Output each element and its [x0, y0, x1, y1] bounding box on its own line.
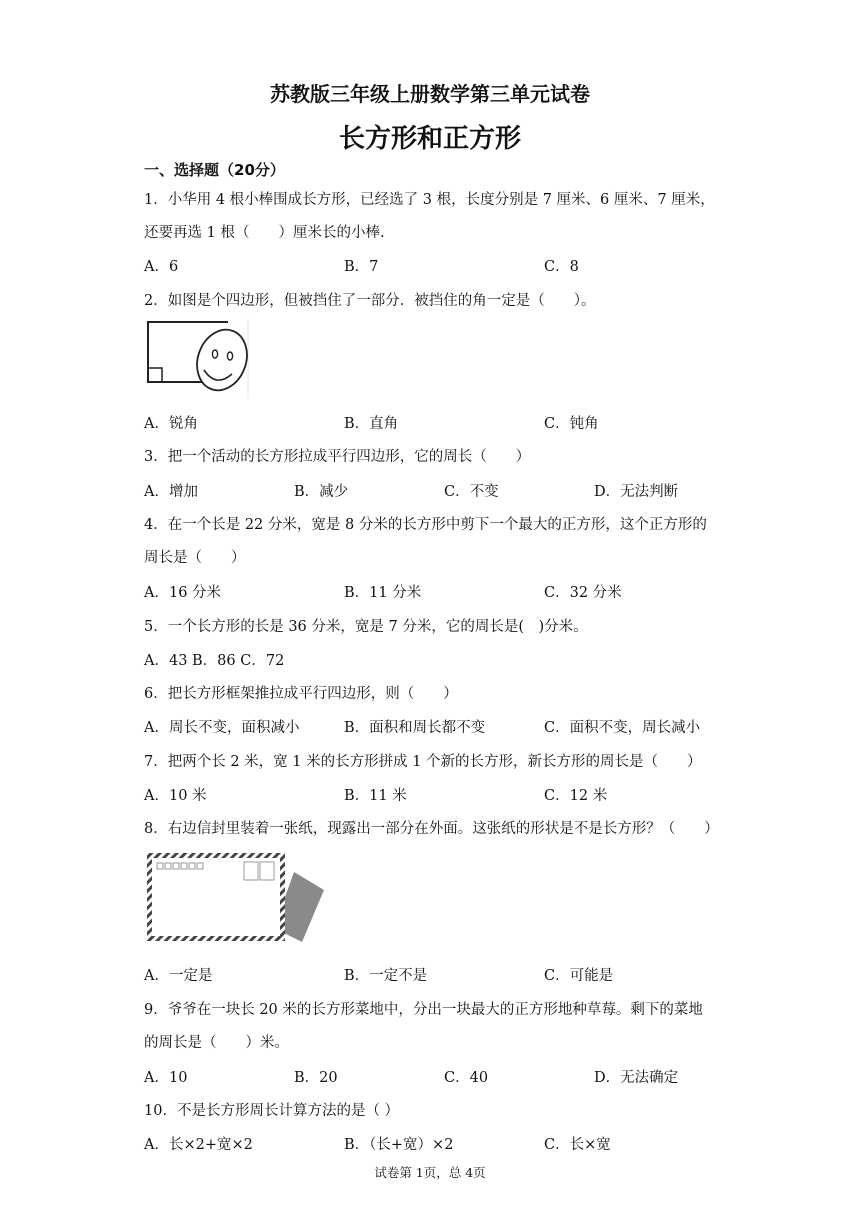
question-9-option-b: B．20 — [294, 1070, 338, 1086]
section-heading: 一、选择题（20分） — [144, 161, 285, 179]
question-6-text: 6．把长方形框架推拉成平行四边形，则（ ） — [144, 686, 458, 702]
question-7-option-b: B．11 米 — [344, 788, 407, 804]
question-4-option-c: C．32 分米 — [544, 585, 622, 601]
question-3-text: 3．把一个活动的长方形拉成平行四边形，它的周长（ ） — [144, 449, 531, 465]
question-4-option-b: B．11 分米 — [344, 585, 422, 601]
question-4-option-a: A．16 分米 — [144, 585, 222, 601]
question-6-option-c: C．面积不变，周长减小 — [544, 720, 701, 736]
question-1-text-cont: 还要再选 1 根（ ）厘米长的小棒. — [144, 225, 385, 241]
question-10-option-c: C．长×宽 — [544, 1137, 611, 1153]
question-7-option-a: A．10 米 — [144, 788, 207, 804]
question-3-option-d: D．无法判断 — [594, 484, 679, 500]
question-2-text: 2．如图是个四边形，但被挡住了一部分．被挡住的角一定是（ ）。 — [144, 293, 596, 309]
question-10-text: 10．不是长方形周长计算方法的是（ ） — [144, 1103, 400, 1119]
question-1-option-b: B．7 — [344, 259, 379, 275]
question-6-option-b: B．面积和周长都不变 — [344, 720, 486, 736]
question-9-option-a: A．10 — [144, 1070, 188, 1086]
question-1-option-c: C．8 — [544, 259, 579, 275]
exam-subtitle: 长方形和正方形 — [338, 124, 521, 154]
question-1-text: 1．小华用 4 根小棒围成长方形，已经选了 3 根，长度分别是 7 厘米、6 厘米、7 厘米， — [144, 192, 715, 208]
question-2-option-c: C．钝角 — [544, 416, 599, 432]
question-10-option-a: A．长×2+宽×2 — [144, 1137, 253, 1153]
question-6-option-a: A．周长不变，面积减小 — [144, 720, 300, 736]
question-9-text-cont: 的周长是（ ）米。 — [144, 1035, 289, 1051]
question-3-option-b: B．减少 — [294, 484, 349, 500]
question-4-text: 4．在一个长是 22 分米，宽是 8 分米的长方形中剪下一个最大的正方形，这个正方形的 — [144, 517, 707, 533]
question-7-option-c: C．12 米 — [544, 788, 608, 804]
page-footer: 试卷第 1页，总 4页 — [374, 1165, 486, 1180]
question-9-text: 9．爷爷在一块长 20 米的长方形菜地中，分出一块最大的正方形地种草莓。剩下的菜地 — [144, 1002, 703, 1018]
exam-title: 苏教版三年级上册数学第三单元试卷 — [270, 82, 590, 106]
question-1-option-a: A．6 — [144, 259, 179, 275]
question-4-text-cont: 周长是（ ） — [144, 550, 246, 566]
question-3-option-a: A．增加 — [144, 484, 198, 500]
question-8-option-a: A．一定是 — [144, 968, 213, 984]
question-10-option-b: B．（长+宽）×2 — [344, 1137, 454, 1153]
question-2-option-a: A．锐角 — [144, 416, 198, 432]
question-9-option-d: D．无法确定 — [594, 1070, 679, 1086]
question-8-option-b: B．一定不是 — [344, 968, 428, 984]
question-7-text: 7．把两个长 2 米，宽 1 米的长方形拼成 1 个新的长方形，新长方形的周长是（ ） — [144, 754, 702, 770]
quadrilateral-covered-figure — [144, 316, 254, 400]
question-5-options: A．43 B．86 C．72 — [144, 653, 285, 669]
question-8-text: 8．右边信封里装着一张纸，现露出一部分在外面。这张纸的形状是不是长方形？（ ） — [144, 821, 719, 837]
envelope-with-paper-figure — [144, 850, 328, 946]
question-5-text: 5．一个长方形的长是 36 分米，宽是 7 分米，它的周长是( )分米。 — [144, 619, 588, 635]
question-2-option-b: B．直角 — [344, 416, 399, 432]
question-8-option-c: C．可能是 — [544, 968, 614, 984]
question-3-option-c: C．不变 — [444, 484, 499, 500]
question-9-option-c: C．40 — [444, 1070, 489, 1086]
